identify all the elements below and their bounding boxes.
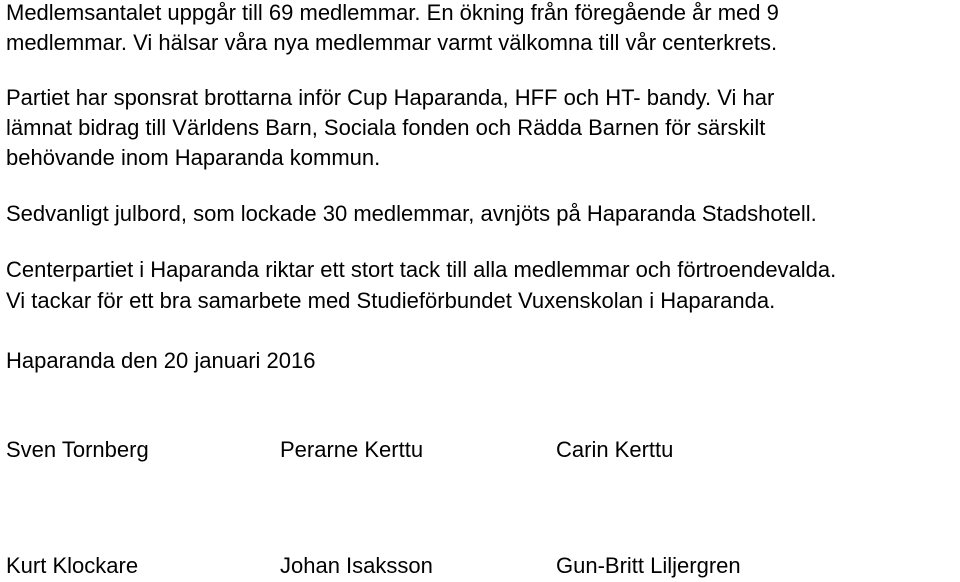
signature-name: Sven Tornberg <box>6 437 149 462</box>
paragraph-julbord: Sedvanligt julbord, som lockade 30 medlemmar, avnjöts på Haparanda Stadshotell. <box>6 201 817 226</box>
paragraph-thanks-line-1: Centerpartiet i Haparanda riktar ett stort tack till alla medlemmar och förtroendevalda. <box>6 257 837 282</box>
paragraph-membership-line-2: medlemmar. Vi hälsar våra nya medlemmar varmt välkomna till vår centerkrets. <box>6 30 778 55</box>
paragraph-sponsorship-line-1: Partiet har sponsrat brottarna inför Cup Haparanda, HFF och HT- bandy. Vi har <box>6 85 775 110</box>
paragraph-sponsorship-line-3: behövande inom Haparanda kommun. <box>6 145 381 170</box>
signature-name: Carin Kerttu <box>556 437 674 462</box>
date-line: Haparanda den 20 januari 2016 <box>6 348 316 373</box>
paragraph-membership-line-1: Medlemsantalet uppgår till 69 medlemmar. En ökning från föregående år med 9 <box>6 0 779 25</box>
signature-name: Johan Isaksson <box>280 553 433 578</box>
paragraph-thanks-line-2: Vi tackar för ett bra samarbete med Studieförbundet Vuxenskolan i Haparanda. <box>6 288 776 313</box>
signature-name: Kurt Klockare <box>6 553 139 578</box>
signature-name: Gun-Britt Liljergren <box>556 553 741 578</box>
signature-name: Perarne Kerttu <box>280 437 424 462</box>
paragraph-sponsorship-line-2: lämnat bidrag till Världens Barn, Sociala fonden och Rädda Barnen för särskilt <box>6 115 766 140</box>
